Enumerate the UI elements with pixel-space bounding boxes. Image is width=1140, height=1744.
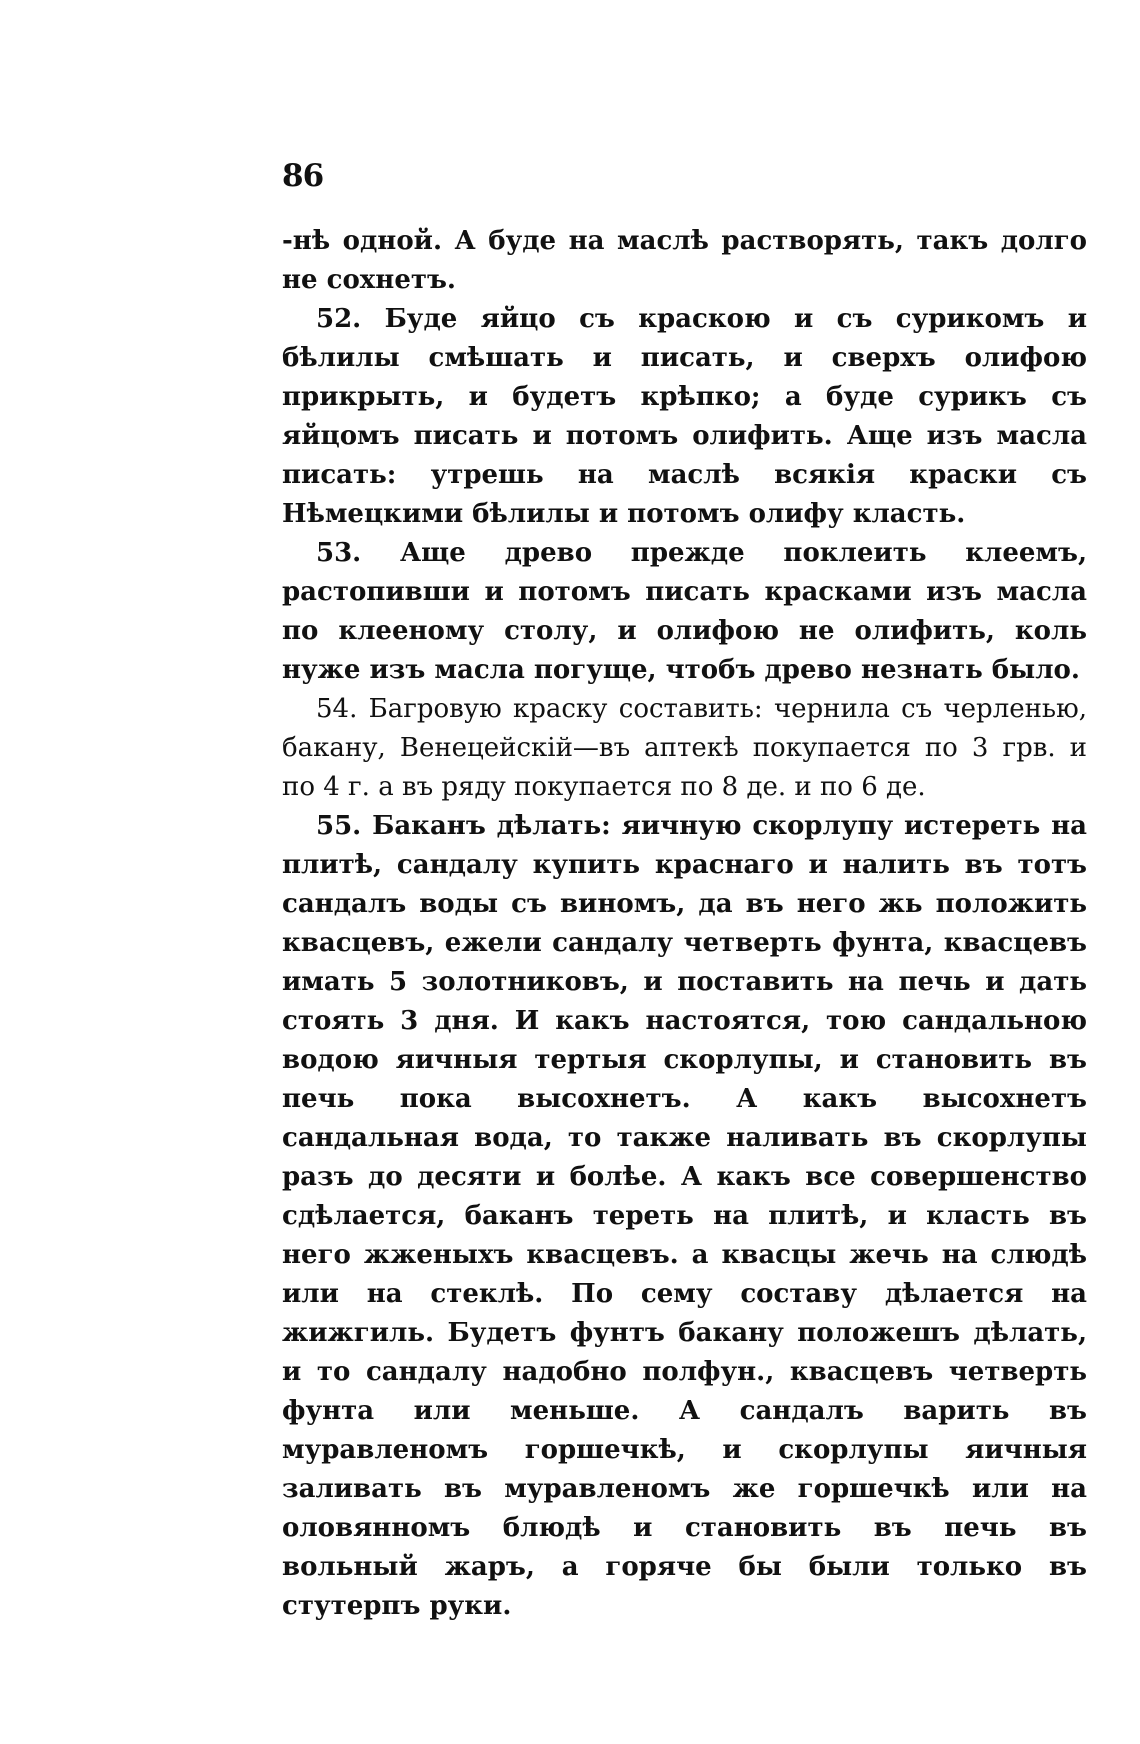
- page-text: [282, 222, 1087, 1626]
- paragraph-52: 52. Буде яйцо съ краскою и съ сурикомъ и бѣлилы смѣшать и писать, и сверхъ олифою прикрыть, и будетъ крѣпко; а буде сурикъ съ яйцомъ писать и потомъ олифить. Аще изъ масла писать: утрешь на маслѣ всякія краски съ Нѣмецкими бѣлилы и потомъ олифу класть.: [282, 304, 1087, 529]
- paragraph-continuation: -нѣ одной. А буде на маслѣ растворять, такъ долго не сохнетъ.: [282, 226, 1087, 295]
- paragraph-53: 53. Аще древо прежде поклеить клеемъ, растопивши и потомъ писать красками изъ масла по клееному столу, и олифою не олифить, коль нуже изъ масла погуще, чтобъ древо незнать было.: [282, 538, 1087, 685]
- page-number: 86: [282, 158, 324, 194]
- paragraph-54: 54. Багровую краску составить: чернила съ черленью, бакану, Венецейскій—въ аптекѣ покупается по 3 грв. и по 4 г. а въ ряду покупается по 8 де. и по 6 де.: [282, 694, 1087, 802]
- paragraph-55: 55. Баканъ дѣлать: яичную скорлупу истереть на плитѣ, сандалу купить краснаго и налить въ тотъ сандалъ воды съ виномъ, да въ него жь положить квасцевъ, ежели сандалу четверть фунта, квасцевъ имать 5 золотниковъ, и поставить на печь и дать стоять 3 дня. И какъ настоятся, тою сандальною водою яичныя тертыя скорлупы, и становить въ печь пока высохнетъ. А какъ высохнетъ сандальная вода, то также наливать въ скорлупы разъ до десяти и болѣе. А какъ все совершенство сдѣлается, баканъ тереть на плитѣ, и класть въ него жженыхъ квасцевъ. а квасцы жечь на слюдѣ или на стеклѣ. По сему составу дѣлается на жижгиль. Будетъ фунтъ бакану положешъ дѣлать, и то сандалу надобно полфун., квасцевъ четверть фунта или меньше. А сандалъ варить въ муравленомъ горшечкѣ, и скорлупы яичныя заливать въ муравленомъ же горшечкѣ или на оловянномъ блюдѣ и становить въ печь въ вольный жаръ, а горяче бы были только въ стутерпъ руки.: [282, 811, 1087, 1621]
